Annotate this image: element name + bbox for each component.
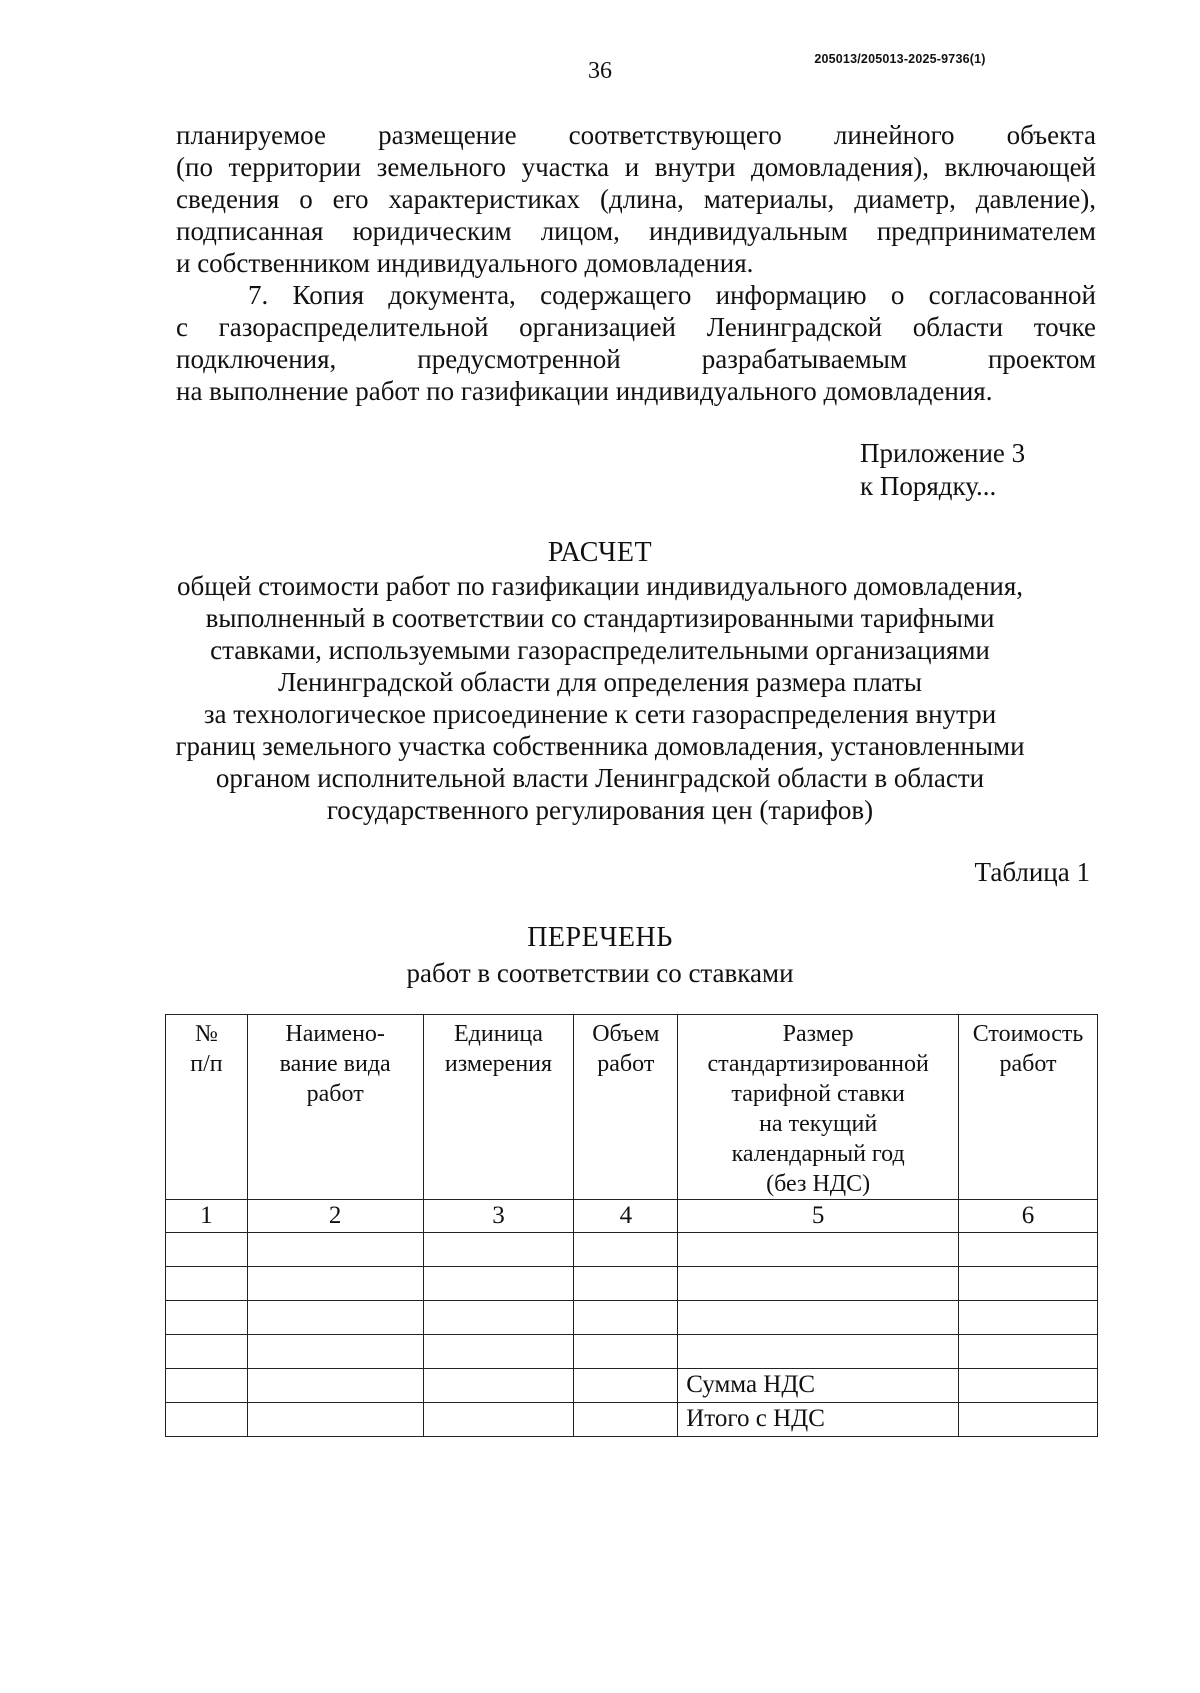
table-cell — [678, 1233, 959, 1267]
subtitle-line: границ земельного участка собственника домовладения, установленными — [175, 731, 1025, 761]
column-number: 6 — [959, 1200, 1098, 1233]
text-line: на выполнение работ по газификации индивидуального домовладения. — [176, 376, 993, 406]
table-cell — [678, 1267, 959, 1301]
text-line: планируемое размещение соответствующего линейного объекта — [176, 120, 1096, 150]
vat-sum-value — [959, 1369, 1098, 1403]
table-cell — [166, 1301, 248, 1335]
total-row — [166, 1403, 1098, 1437]
subtitle-line: за технологическое присоединение к сети газораспределения внутри — [203, 699, 997, 729]
text-line: и собственником индивидуального домовладения. — [176, 248, 754, 278]
table-cell — [423, 1403, 574, 1437]
header-volume: Объем работ — [574, 1015, 678, 1200]
subtitle-line: выполненный в соответствии со стандартизированными тарифными — [205, 603, 995, 633]
subtitle-line: органом исполнительной власти Ленинградской области в области — [215, 763, 985, 793]
table-cell — [247, 1369, 423, 1403]
table-cell — [959, 1335, 1098, 1369]
paragraph-continuation — [176, 119, 1096, 279]
table-cell — [247, 1233, 423, 1267]
table-cell — [247, 1301, 423, 1335]
table-cell — [574, 1233, 678, 1267]
column-number: 5 — [678, 1200, 959, 1233]
table-cell — [166, 1403, 248, 1437]
table-cell — [247, 1335, 423, 1369]
table-cell — [574, 1301, 678, 1335]
table-cell — [166, 1335, 248, 1369]
table-cell — [166, 1267, 248, 1301]
text-line: 7. Копия документа, содержащего информацию о согласованной — [248, 280, 1096, 310]
table-label: Таблица 1 — [974, 857, 1090, 887]
calculation-title: РАСЧЕТ — [547, 537, 653, 568]
total-label: Итого с НДС — [678, 1403, 959, 1437]
subtitle-line: Ленинградской области для определения размера платы — [277, 667, 923, 697]
table-cell — [574, 1369, 678, 1403]
list-title: ПЕРЕЧЕНЬ — [527, 922, 673, 953]
appendix-reference — [860, 437, 1120, 503]
table-cell — [574, 1335, 678, 1369]
table-cell — [247, 1267, 423, 1301]
header-cost: Стоимость работ — [959, 1015, 1098, 1200]
appendix-number: Приложение 3 — [860, 438, 1026, 468]
column-number: 1 — [166, 1200, 248, 1233]
text-line: подключения, предусмотренной разрабатываемым проектом — [176, 344, 1096, 374]
table-row — [166, 1301, 1098, 1335]
table-cell — [423, 1233, 574, 1267]
table-cell — [423, 1301, 574, 1335]
header-number: № п/п — [166, 1015, 248, 1200]
subtitle-line: общей стоимости работ по газификации индивидуального домовладения, — [176, 571, 1024, 601]
total-value — [959, 1403, 1098, 1437]
table-cell — [574, 1267, 678, 1301]
table-cell — [678, 1301, 959, 1335]
document-id: 205013/205013-2025-9736(1) — [814, 52, 986, 66]
text-line: с газораспределительной организацией Ленинградской области точке — [176, 312, 1096, 342]
table-header-row — [166, 1015, 1098, 1200]
table-cell — [423, 1335, 574, 1369]
table-row — [166, 1335, 1098, 1369]
header-rate: Размер стандартизированной тарифной ставки на текущий календарный год (без НДС) — [678, 1015, 959, 1200]
column-number-row — [166, 1200, 1098, 1233]
table-cell — [959, 1267, 1098, 1301]
column-number: 2 — [247, 1200, 423, 1233]
subtitle-line: государственного регулирования цен (тарифов) — [326, 795, 874, 825]
subtitle-line: ставками, используемыми газораспределительными организациями — [210, 635, 990, 665]
header-work-name: Наимено- вание вида работ — [247, 1015, 423, 1200]
list-subtitle: работ в соответствии со ставками — [406, 958, 794, 988]
vat-sum-label: Сумма НДС — [678, 1369, 959, 1403]
table-cell — [247, 1403, 423, 1437]
text-line: сведения о его характеристиках (длина, материалы, диаметр, давление), — [176, 184, 1096, 214]
vat-sum-row — [166, 1369, 1098, 1403]
paragraph-item-7 — [176, 279, 1096, 407]
text-line: подписанная юридическим лицом, индивидуальным предпринимателем — [176, 216, 1096, 246]
table-cell — [959, 1233, 1098, 1267]
table-cell — [166, 1369, 248, 1403]
appendix-target: к Порядку... — [860, 471, 997, 501]
column-number: 3 — [423, 1200, 574, 1233]
header-unit: Единица измерения — [423, 1015, 574, 1200]
calculation-subtitle — [150, 570, 1050, 826]
page-number: 36 — [588, 58, 612, 84]
table-cell — [574, 1403, 678, 1437]
table-cell — [959, 1301, 1098, 1335]
column-number: 4 — [574, 1200, 678, 1233]
works-table — [165, 1014, 1098, 1437]
table-cell — [423, 1369, 574, 1403]
table-cell — [166, 1233, 248, 1267]
table-row — [166, 1233, 1098, 1267]
table-cell — [423, 1267, 574, 1301]
text-line: (по территории земельного участка и внутри домовладения), включающей — [176, 152, 1096, 182]
table-row — [166, 1267, 1098, 1301]
table-cell — [678, 1335, 959, 1369]
